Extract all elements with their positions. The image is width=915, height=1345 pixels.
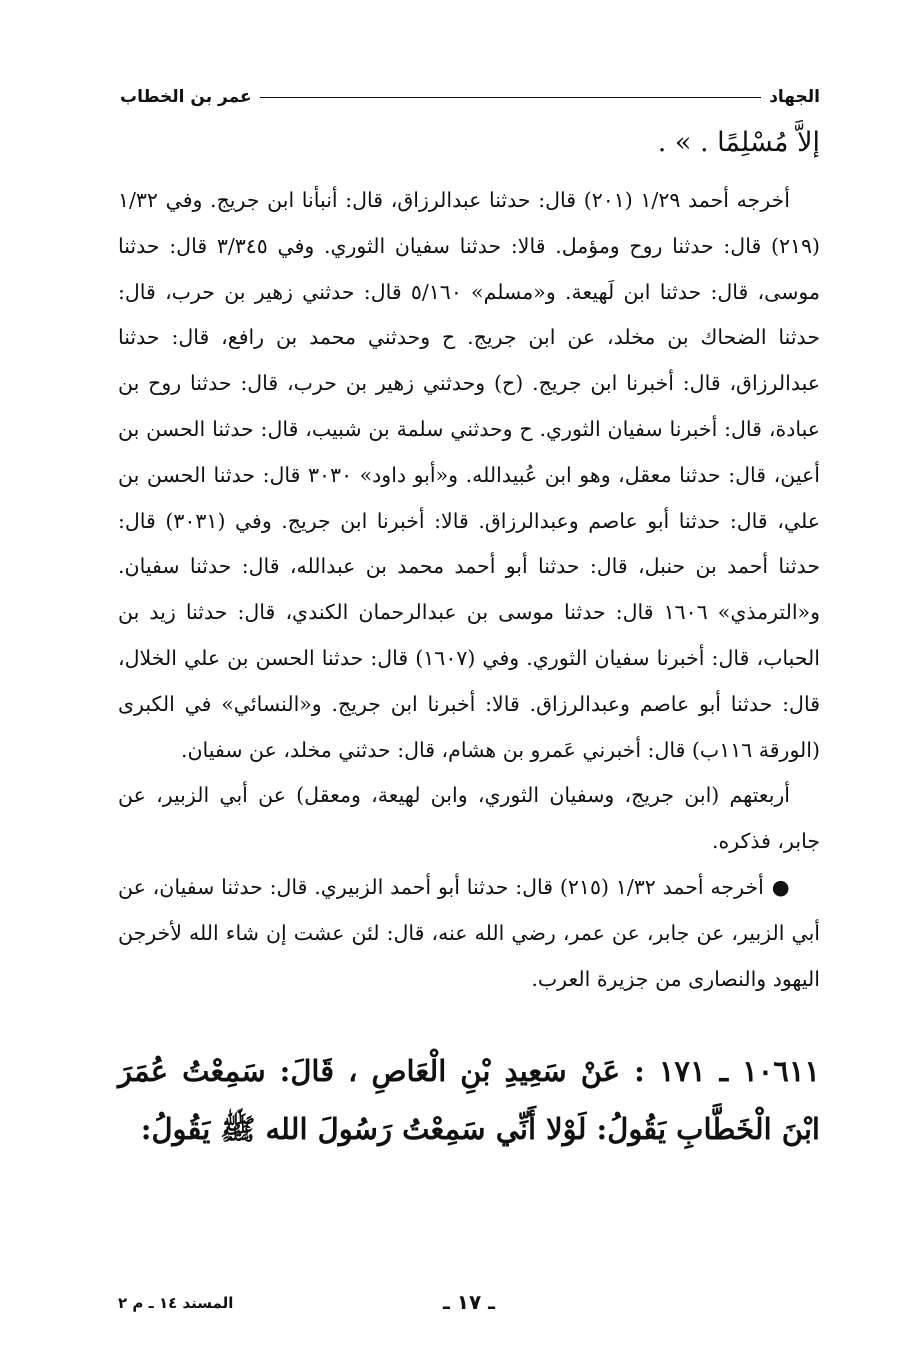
signature-mark: المسند ١٤ ـ م ٢ [118, 1294, 234, 1312]
header-rule [260, 97, 762, 98]
header-section: عمر بن الخطاب [120, 87, 252, 107]
hadith-ending: إلاَّ مُسْلِمًا . » . [657, 127, 820, 158]
page-footer [118, 1290, 820, 1320]
page-number: ـ ١٧ ـ [442, 1290, 496, 1314]
page-body [118, 118, 820, 1158]
takhrij-paragraph-3 [118, 865, 820, 1002]
takhrij-paragraph-1: أخرجه أحمد ١/٢٩ (٢٠١) قال: حدثنا عبدالرزاق، قال: أنبأنا ابن جريج. وفي ١/٣٢ (٢١٩) قال: حدثنا روح ومؤمل. قالا: حدثنا سفيان الثوري. وفي ٣/٣٤٥ قال: حدثنا موسى، قال: حدثنا ابن لَهيعة. و«مسلم» ٥/١٦٠ قال: حدثني زهير بن حرب، قال: حدثنا الضحاك بن مخلد، عن ابن جريج. ح وحدثني محمد بن رافع، قال: حدثنا عبدالرزاق، قال: أخبرنا ابن جريج. (ح) وحدثني زهير بن حرب، قال: حدثنا روح بن عبادة، قال: أخبرنا سفيان الثوري. ح وحدثني سلمة بن شبيب، قال: حدثنا الحسن بن أعين، قال: حدثنا معقل، وهو ابن عُبيدالله. و«أبو داود» ٣٠٣٠ قال: حدثنا الحسن بن علي، قال: حدثنا أبو عاصم وعبدالرزاق. قالا: أخبرنا ابن جريج. وفي (٣٠٣١) قال: حدثنا أحمد بن حنبل، قال: حدثنا أبو أحمد محمد بن عبدالله، قال: حدثنا سفيان. و«الترمذي» ١٦٠٦ قال: حدثنا موسى بن عبدالرحمان الكندي، قال: حدثنا زيد بن الحباب، قال: أخبرنا سفيان الثوري. وفي (١٦٠٧) قال: حدثنا الحسن بن علي الخلال، قال: حدثنا أبو عاصم وعبدالرزاق. قالا: أخبرنا ابن جريج. و«النسائي» في الكبرى (الورقة ١١٦ب) قال: أخبرني عَمرو بن هشام، قال: حدثني مخلد، عن سفيان. [118, 188, 821, 762]
bullet-icon: ● [771, 874, 790, 899]
takhrij-paragraph-2: أربعتهم (ابن جريج، وسفيان الثوري، وابن لهيعة، ومعقل) عن أبي الزبير، عن جابر، فذكره. [118, 783, 820, 854]
running-header [120, 80, 820, 114]
header-chapter: الجهاد [769, 87, 820, 107]
takhrij-paragraph-3-text: أخرجه أحمد ١/٣٢ (٢١٥) قال: حدثنا أبو أحمد الزبيري. قال: حدثنا سفيان، عن أبي الزبير، عن جابر، عن عمر، رضي الله عنه، قال: لئن عشت إن شاء الله لأخرجن اليهود والنصارى من جزيرة العرب. [118, 874, 820, 991]
hadith-text: ١٠٦١١ ـ ١٧١ : عَنْ سَعِيدِ بْنِ الْعَاصِ ، قَالَ: سَمِعْتُ عُمَرَ ابْنَ الْخَطَّابِ يَقُولُ: لَوْلا أَنِّي سَمِعْتُ رَسُولَ الله ﷺ يَقُولُ: [118, 1054, 820, 1147]
